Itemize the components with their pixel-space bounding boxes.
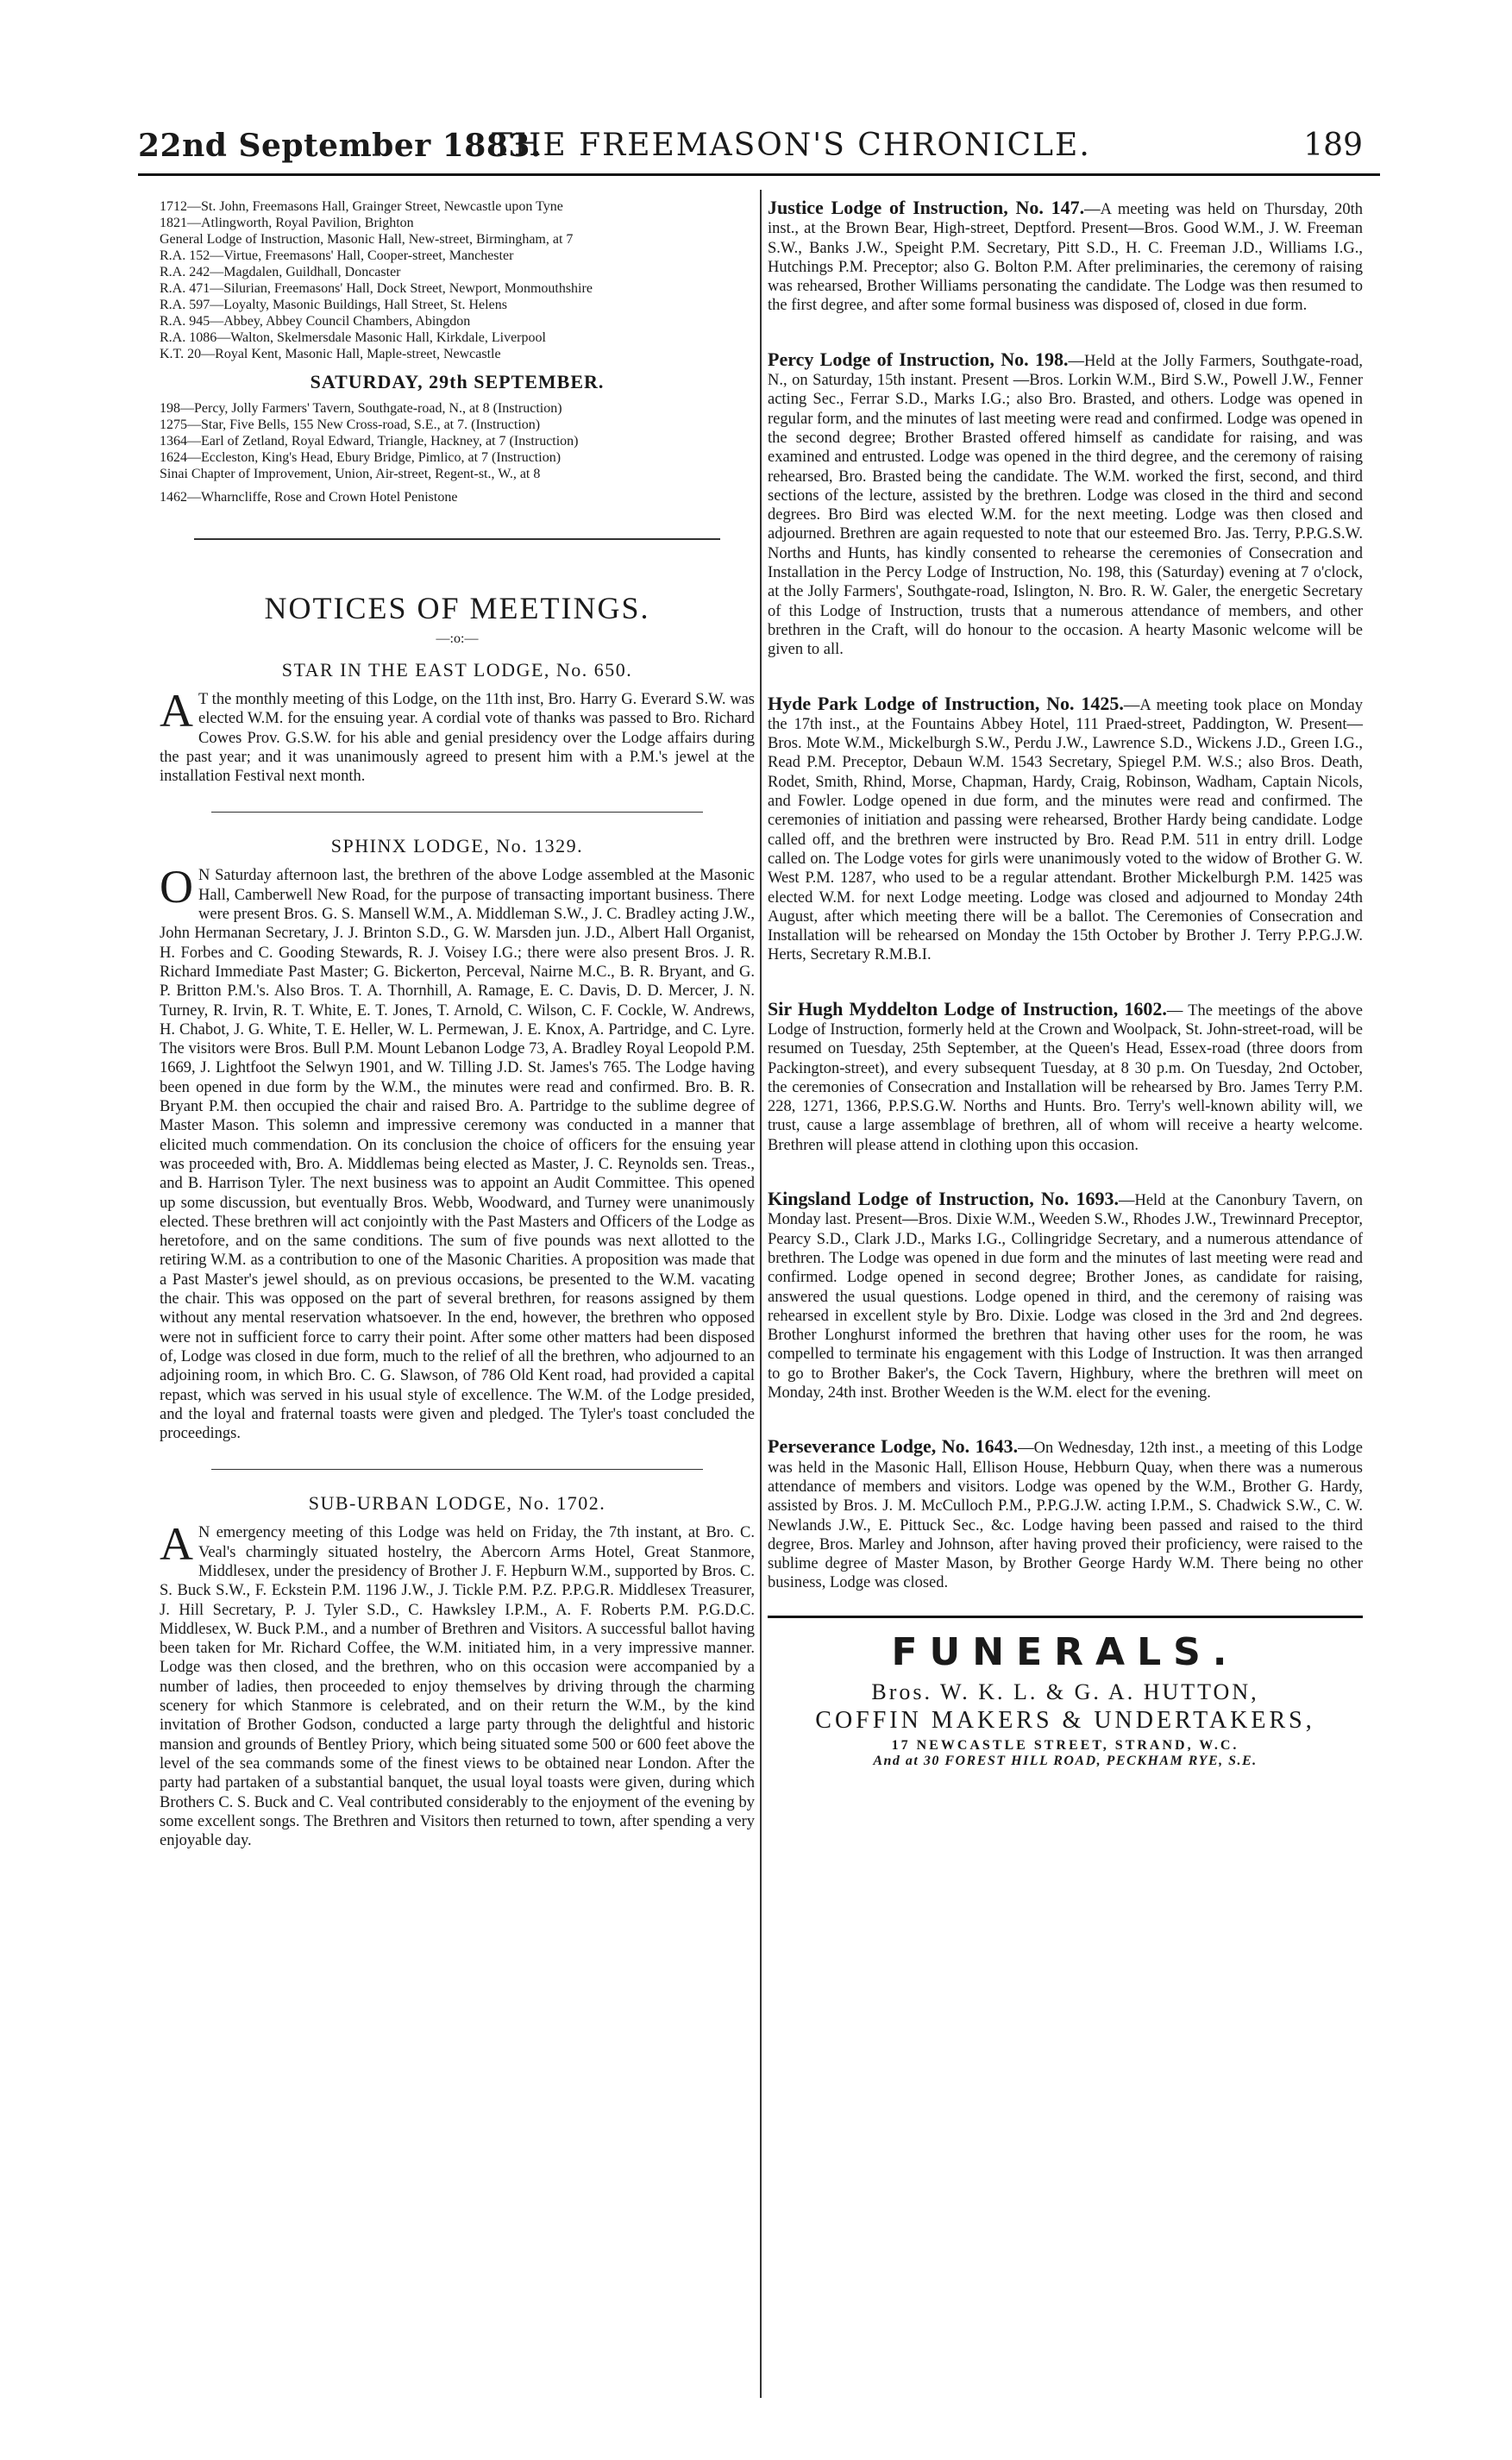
list-item: R.A. 945—Abbey, Abbey Council Chambers, Abingdon: [160, 314, 471, 329]
publication-title: THE FREEMASON'S CHRONICLE.: [492, 128, 1091, 163]
list-item: 1712—St. John, Freemasons Hall, Grainger Street, Newcastle upon Tyne: [160, 199, 563, 214]
advert-divider: [768, 1616, 1363, 1618]
article-heading: Sir Hugh Myddelton Lodge of Instruction, 1602.: [768, 997, 1167, 1020]
section-divider: [211, 812, 703, 813]
right-column: [768, 198, 1363, 1769]
list-item: 1821—Atlingworth, Royal Pavilion, Brighton: [160, 216, 414, 230]
list-item: 1624—Eccleston, King's Head, Ebury Bridge, Pimlico, at 7 (Instruction): [160, 450, 562, 465]
list-item: General Lodge of Instruction, Masonic Hall, New-street, Birmingham, at 7: [160, 232, 574, 247]
section-divider: [211, 1469, 703, 1470]
article-text: —A meeting took place on Monday the 17th inst., at the Fountains Abbey Hotel, 111 Praed-street, Paddington, W. Present—Bros. Mote W.M., Mickelburgh S.W., Perdu J.W., Lawrence S.D., Wickens J.D., Green I.G., Read P.M. Preceptor, Debaun W.M. 1543 Secretary, Spiegel P.M. W.S.; also Bros. Death, Rodet, Smith, Rhind, Morse, Chapman, Hardy, Craig, Robinson, Wadham, Captain Nicols, and Fowler. Lodge opened in due form, and the minutes were read and confirmed. The ceremonies of initiation and passing were rehearsed, Brother Hardy being candidate. Lodge called off, and the brethren were instructed by Bro. Read P.M. 511 in entry drill. Lodge called on. The Lodge votes for girls were unanimously voted to the widow of Brother G. W. West P.M. 1287, who used to be a regular attendant. Brother Mickelburgh P.M. 1425 was elected W.M. for next Lodge meeting. Lodge was closed and adjourned to Monday 24th August, after which meeting there will be a ballot. The Ceremonies of Consecration and Installation will be rehearsed on Monday the 15th October by Brother J. Terry P.P.G.J.W. Herts, Secretary R.M.B.I.: [768, 696, 1364, 964]
list-item: R.A. 1086—Walton, Skelmersdale Masonic Hall, Kirkdale, Liverpool: [160, 330, 546, 345]
article-text: — The meetings of the above Lodge of Instruction, formerly held at the Crown and Woolpack, St. John-street-road, will be resumed on Tuesday, 25th September, at the Queen's Head, Essex-road (three doors from Packington-street), and every subsequent Tuesday, at 8 30 p.m. On Tuesday, 2nd October, the ceremonies of Consecration and Installation will be rehearsed by Bro. James Terry P.M. 228, 1271, 1366, P.P.S.G.W. Norths and Hunts. Bro. Terry's well-known ability will, we trust, cause a large assemblage of brethren, all of whom will receive a hearty welcome. Brethren will please attend in clothing upon this occasion.: [768, 1001, 1363, 1154]
list-item: R.A. 152—Virtue, Freemasons' Hall, Cooper-street, Manchester: [160, 248, 514, 263]
funerals-address-2: And at 30 FOREST HILL ROAD, PECKHAM RYE, S.E.: [873, 1753, 1258, 1768]
list-item: R.A. 471—Silurian, Freemasons' Hall, Dock Street, Newport, Monmouthshire: [160, 281, 593, 296]
saturday-meetings-list: [160, 400, 755, 505]
article-heading: Perseverance Lodge, No. 1643.: [768, 1435, 1019, 1458]
notices-title: NOTICES OF MEETINGS.: [264, 591, 650, 625]
article-body: [160, 861, 755, 1443]
article-heading: Justice Lodge of Instruction, No. 147.: [768, 197, 1085, 218]
article-heading: STAR IN THE EAST LODGE, No. 650.: [281, 659, 633, 681]
funerals-title: FUNERALS.: [891, 1629, 1239, 1674]
drop-cap: O: [160, 861, 193, 913]
funerals-firm: Bros. W. K. L. & G. A. HUTTON,: [871, 1679, 1259, 1704]
list-item: R.A. 242—Magdalen, Guildhall, Doncaster: [160, 265, 401, 279]
article-body: [160, 1518, 755, 1850]
article-body: [160, 685, 755, 786]
column-divider: [760, 190, 762, 2398]
page-number: 189: [1303, 128, 1363, 163]
article-heading: SPHINX LODGE, No. 1329.: [330, 835, 584, 857]
issue-date: 22nd September 1883.: [138, 128, 542, 164]
drop-cap: A: [160, 685, 193, 737]
funerals-address: 17 NEWCASTLE STREET, STRAND, W.C.: [891, 1737, 1239, 1753]
list-item: R.A. 597—Loyalty, Masonic Buildings, Hall Street, St. Helens: [160, 298, 507, 312]
masthead: [138, 121, 1380, 176]
funerals-trade: COFFIN MAKERS & UNDERTAKERS,: [815, 1706, 1315, 1734]
article-text: N Saturday afternoon last, the brethren of the above Lodge assembled at the Masonic Hall, Camberwell New Road, for the purpose of transacting important business. There were present Bros. G. S. Mansell W.M., A. Middleman S.W., J. C. Bradley acting J.W., John Hermanan Secretary, J. J. Brinton S.D., G. W. Marsden jun. J.D., Albert Hall Organist, H. Forbes and C. Gooding Stewards, R. J. Voisey I.G.; there were also present Bros. J. R. Richard Immediate Past Master; G. Bickerton, Perceval, Nairne M.C., B. R. Bryant, and G. P. Britton P.M.'s. Also Bros. T. A. Thornhill, A. Ramage, E. C. Davis, D. D. Mercer, J. N. Turney, R. Irvin, R. T. White, E. T. Jones, T. Arnold, C. Wilson, C. F. Cockle, W. Andrews, H. Chabot, J. G. White, T. E. Heller, W. L. Permewan, J. E. Knox, A. Partridge, and C. Lyre. The visitors were Bros. Bull P.M. Mount Lebanon Lodge 73, A. Bradley Royal Leopold P.M. 1669, J. Lightfoot the Selwyn 1901, and W. Tilling J.D. St. James's 765. The Lodge having been opened in due form by the W.M., the minutes were read and confirmed. Bro. B. R. Bryant P.M. then occupied the chair and raised Bro. A. Partridge to the sublime degree of Master Mason. This solemn and impressive ceremony was conducted in a manner that elicited much commendation. On its conclusion the choice of officers for the ensuing year was proceeded with, Bro. A. Middlemas being elected as Master, J. C. Reynolds sen. Treas., and B. Harrison Tyler. The next business was to appoint an Audit Committee. This opened up some discussion, but eventually Bros. Webb, Woodward, and Turney were unanimously elected. These brethren will act conjointly with the Past Masters and Officers of the Lodge as heretofore, and on the same conditions. The sum of five pounds was next allotted to the retiring W.M. as a contribution to one of the Masonic Charities. A proposition was made that a Past Master's jewel should, as on previous occasions, be presented to the W.M. vacating the chair. This was opposed on the part of several brethren, for reasons assigned by them without any mental reservation whatsoever. In the end, however, the brethren who opposed were not in sufficient force to carry their point. After some other matters had been disposed of, Lodge was closed in due form, much to the relief of all the brethren, who adjourned to an adjoining room, in which Bro. C. G. Slawson, of 786 Old Kent road, had provided a capital repast, which was served in his usual style of excellence. The W.M. of the Lodge presided, and the loyal and fraternal toasts were given and pledged. The Tyler's toast concluded the proceedings.: [160, 867, 755, 1443]
article: [768, 1189, 1363, 1403]
article-text: —On Wednesday, 12th inst., a meeting of this Lodge was held in the Masonic Hall, Ellison House, Hebburn Quay, when there was a numerous attendance of members and visitors. Lodge was opened by the W.M., Brother G. Hardy, assisted by Bros. J. M. McCulloch P.M., P.P.G.J.W. acting I.P.M., S. Chadwick S.W., C. W. Newlands J.W., E. Pittuck Sec., &c. Lodge having been passed and raised to the third degree, Bros. Marley and Johnson, after having proved their proficiency, were raised to the sublime degree of Master Mason, by Brother George Hardy W.M. There being no other business, Lodge was closed.: [768, 1440, 1363, 1592]
article: [768, 694, 1363, 965]
left-column: [160, 198, 755, 1850]
article-heading: Kingsland Lodge of Instruction, No. 1693.: [768, 1188, 1119, 1210]
list-item: K.T. 20—Royal Kent, Masonic Hall, Maple-street, Newcastle: [160, 347, 501, 361]
article: [768, 997, 1363, 1155]
article-heading: Percy Lodge of Instruction, No. 198.: [768, 348, 1069, 370]
article-text: T the monthly meeting of this Lodge, on the 11th inst, Bro. Harry G. Everard S.W. was elected W.M. for the ensuing year. A cordial vote of thanks was passed to Bro. Richard Cowes Prov. G.S.W. for his able and genial presidency over the Lodge affairs during the past year; and it was unanimously agreed to present him with a P.M.'s jewel at the installation Festival next month.: [160, 691, 755, 786]
article-text: —A meeting was held on Thursday, 20th inst., at the Brown Bear, High-street, Deptford. Present—Bros. Good W.M., J. W. Freeman S.W., Banks J.W., Speight P.M. Secretary, Pitt S.D., H. C. Freeman J.D., Williams I.G., Hutchings P.M. Preceptor; also G. Bolton P.M. After preliminaries, the ceremony of raising was rehearsed, Brother Williams personating the candidate. The Lodge was then resumed to the first degree, and after some formal business was disposed of, closed in due form.: [768, 201, 1363, 315]
article: [768, 198, 1363, 316]
article: [768, 1437, 1363, 1592]
list-item: 1364—Earl of Zetland, Royal Edward, Triangle, Hackney, at 7 (Instruction): [160, 434, 579, 449]
saturday-heading: SATURDAY, 29th SEPTEMBER.: [310, 371, 605, 392]
list-item: 198—Percy, Jolly Farmers' Tavern, Southgate-road, N., at 8 (Instruction): [160, 401, 562, 416]
ornament: —:o:—: [436, 631, 479, 646]
section-divider: [194, 538, 720, 540]
article-heading: SUB-URBAN LODGE, No. 1702.: [308, 1492, 606, 1515]
article-text: —Held at the Canonbury Tavern, on Monday last. Present—Bros. Dixie W.M., Weeden S.W., Rhodes J.W., Trewinnard Preceptor, Pearcy S.D., Clark J.D., Marks I.G., Collingridge Secretary, and a numerous attendance of brethren. The Lodge was opened in due form and the minutes of last meeting were read and confirmed. Lodge opened in second degree; Brother Jones, as candidate for raising, answered the usual questions. Lodge opened in third, and the ceremony of raising was rehearsed in excellent style by Bro. Dixie. Lodge was closed in the 3rd and 2nd degrees. Brother Longhurst informed the brethren that having other uses for the room, he was compelled to terminate his engagement with this Lodge of Instruction. It was then arranged to go to Brother Baker's, the Cock Tavern, Highbury, where the brethren will meet on Monday, 24th inst. Brother Weeden is the W.M. elect for the evening.: [768, 1192, 1363, 1403]
list-item: 1462—Wharncliffe, Rose and Crown Hotel Penistone: [160, 490, 458, 505]
article: [768, 350, 1363, 660]
list-item: 1275—Star, Five Bells, 155 New Cross-road, S.E., at 7. (Instruction): [160, 417, 541, 432]
article-text: —Held at the Jolly Farmers, Southgate-road, N., on Saturday, 15th instant. Present —Bros. Lorkin W.M., Bird S.W., Powell J.W., Fenner acting Sec., Ferrar S.D., Marks I.G.; also Bro. Brasted, and others. Lodge was opened in regular form, and the minutes of last meeting were read and confirmed. Lodge was opened in the second degree; Brother Brasted offered himself as candidate for raising, and was examined and entrusted. Lodge was opened in the third degree, and the ceremony of raising rehearsed, Bro. Brasted being the candidate. The W.M. worked the first, second, and third sections of the lecture, assisted by the brethren. Lodge was closed in the third and second degrees. Bro Bird was elected W.M. for the next meeting. Lodge was then closed and adjourned. Brethren are again requested to note that our esteemed Bro. Jas. Terry, P.P.G.S.W. Norths and Hunts, has kindly consented to rehearse the ceremonies of Consecration and Installation in the Percy Lodge of Instruction, No. 198, this (Saturday) evening at 7 o'clock, at the Jolly Farmers', Southgate-road, Islington, N. Bro. R. W. Galer, the energetic Secretary of this Lodge of Instruction, trusts that a numerous attendance of members, and other brethren in the Craft, will do honour to the occasion. A hearty Masonic welcome will be given to all.: [768, 352, 1363, 659]
drop-cap: A: [160, 1518, 193, 1571]
article-text: N emergency meeting of this Lodge was held on Friday, the 7th instant, at Bro. C. Veal's charmingly situated hostelry, the Abercorn Arms Hotel, Great Stanmore, Middlesex, under the presidency of Brother J. F. Hepburn W.M., supported by Bros. C. S. Buck S.W., F. Eckstein P.M. 1196 J.W., J. Tickle P.M. P.Z. P.P.G.R. Middlesex Treasurer, J. Hill Secretary, P. J. Tyler S.D., C. Hawksley I.P.M., A. F. Roberts P.M. P.G.D.C. Middlesex, W. Buck P.M., and a number of Brethren and Visitors. A successful ballot having been taken for Mr. Richard Coffee, the W.M. initiated him, in a very impressive manner. Lodge was then closed, and the brethren, who on this occasion were accompanied by a number of ladies, then proceeded to enjoy themselves by driving through the charming scenery for which Stanmore is celebrated, and on their return the W.M., by the kind invitation of Brother Godson, conducted a large party through the delightful and historic mansion and grounds of Bentley Priory, which being situated some 500 or 600 feet above the level of the sea commands some of the finest views to be obtained near London. After the party had partaken of a substantial banquet, the usual loyal toasts were given, during which Brothers C. S. Buck and C. Veal contributed considerably to the enjoyment of the evening by some excellent songs. The Brethren and Visitors then returned to town, after spending a very enjoyable day.: [160, 1524, 755, 1850]
article-heading: Hyde Park Lodge of Instruction, No. 1425.: [768, 692, 1124, 714]
friday-meetings-list: [160, 198, 755, 362]
list-item: Sinai Chapter of Improvement, Union, Air-street, Regent-st., W., at 8: [160, 467, 541, 481]
